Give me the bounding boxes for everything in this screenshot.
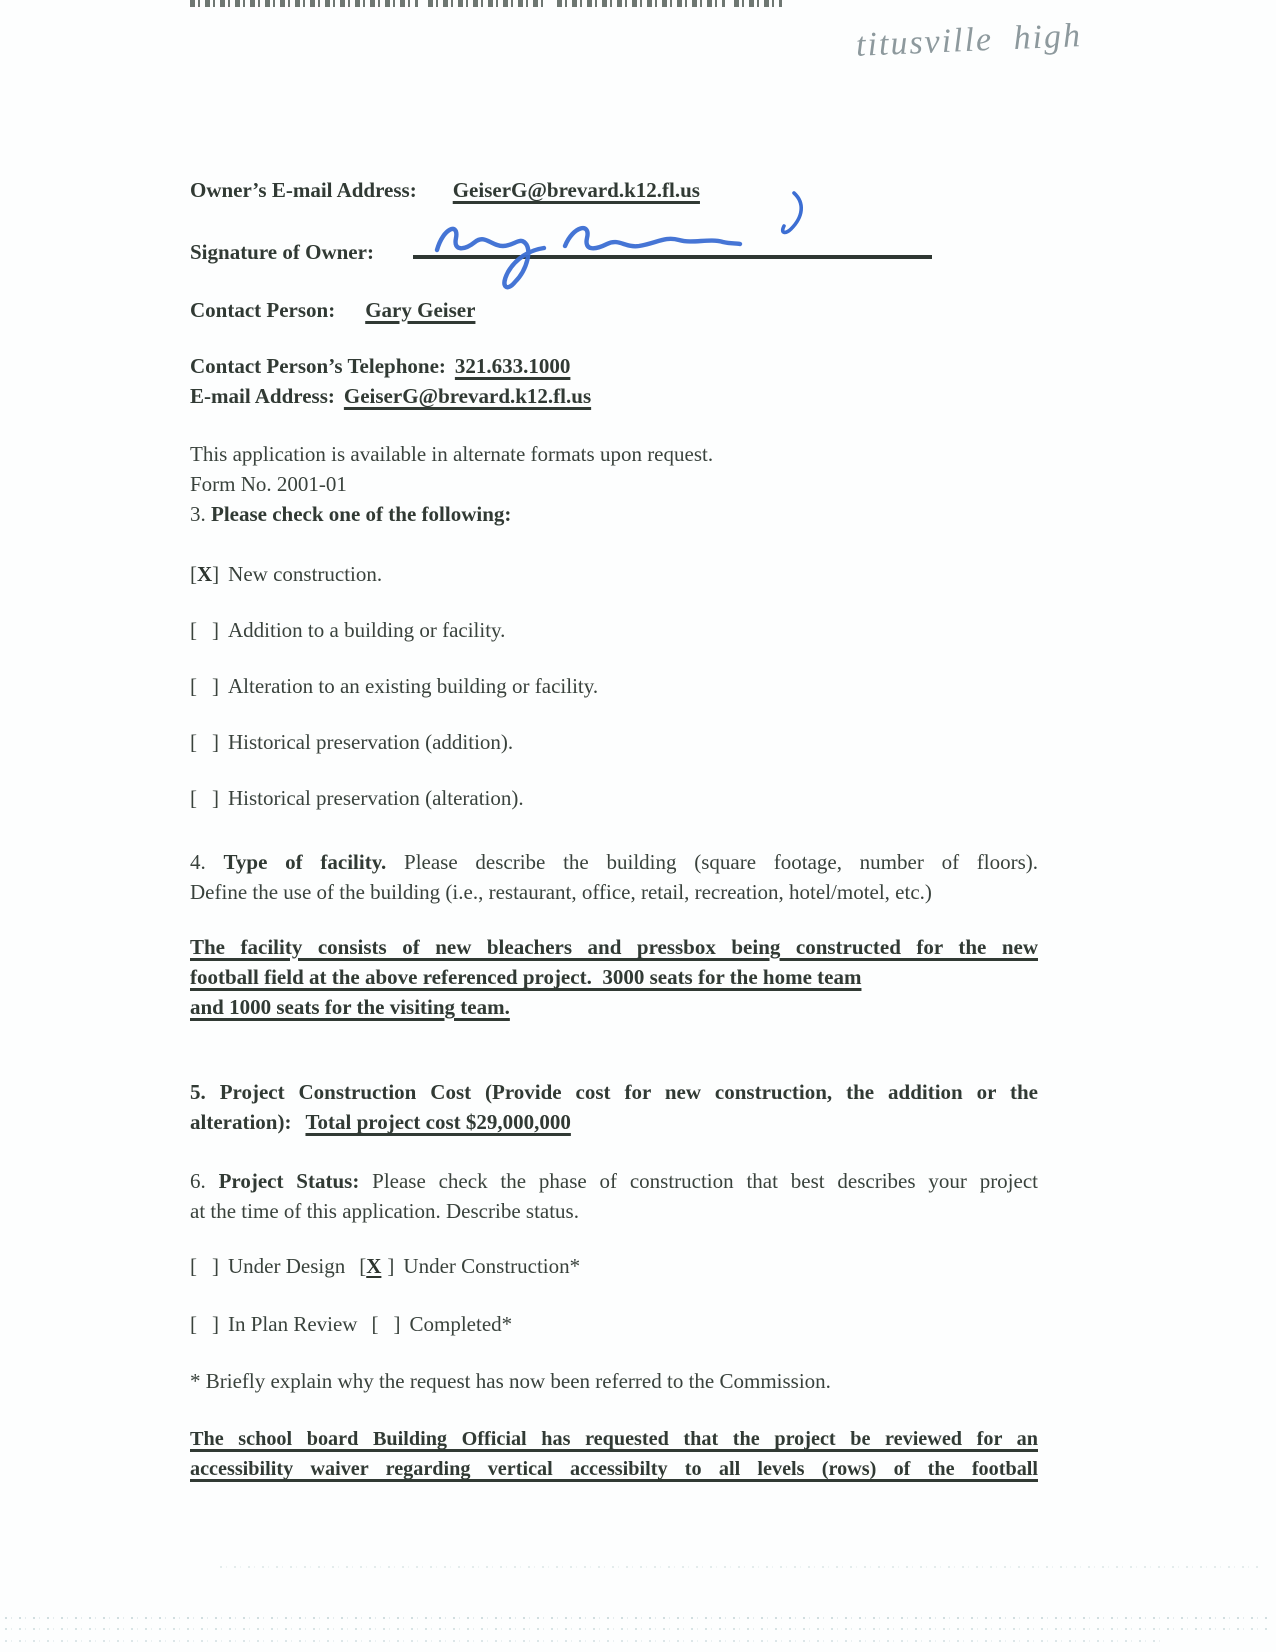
email-label: E-mail Address: bbox=[190, 384, 335, 408]
cutoff-text-strip bbox=[190, 0, 782, 18]
explanation-line2: accessibility waiver regarding vertical accessibilty to all levels (rows) of the football bbox=[190, 1458, 1038, 1480]
bracket-close: ] bbox=[387, 1254, 395, 1278]
checkbox-mark bbox=[197, 1310, 212, 1338]
checkbox-mark bbox=[197, 616, 212, 644]
bracket-close: ] bbox=[212, 730, 219, 754]
owner-signature bbox=[425, 208, 755, 303]
section3-number: 3. bbox=[190, 502, 206, 526]
bracket-close: ] bbox=[212, 1254, 219, 1278]
bracket-close: ] bbox=[393, 1312, 401, 1336]
section4-answer-line1: The facility consists of new bleachers and pressbox being constructed for the new bbox=[190, 935, 1038, 959]
section6-prompt-text: Please check the phase of construction that best describes your project bbox=[372, 1169, 1038, 1193]
telephone-label: Contact Person’s Telephone: bbox=[190, 354, 446, 378]
checkbox-option-alteration bbox=[190, 672, 598, 700]
section4-number: 4. bbox=[190, 850, 206, 874]
scanner-noise-row bbox=[5, 1617, 1271, 1619]
status-row-2 bbox=[190, 1310, 512, 1338]
email-value: GeiserG@brevard.k12.fl.us bbox=[343, 384, 592, 408]
owner-email-value: GeiserG@brevard.k12.fl.us bbox=[452, 178, 700, 202]
checkbox-mark: X bbox=[197, 562, 213, 586]
bracket-close: ] bbox=[212, 562, 220, 586]
section3-heading bbox=[190, 500, 511, 528]
bracket-open: [ bbox=[190, 674, 197, 698]
bracket-open: [ bbox=[190, 562, 197, 586]
status-footnote: * Briefly explain why the request has now been referred to the Commission. bbox=[190, 1369, 831, 1393]
section3-heading-text: Please check one of the following: bbox=[211, 502, 512, 526]
section6-prompt-line1 bbox=[190, 1167, 1038, 1195]
bracket-close: ] bbox=[212, 674, 219, 698]
bracket-close: ] bbox=[212, 1312, 219, 1336]
bracket-open: [ bbox=[190, 1312, 197, 1336]
email-row bbox=[190, 382, 591, 410]
option-label: Historical preservation (alteration). bbox=[228, 786, 524, 810]
status-label-in-plan-review: In Plan Review bbox=[228, 1312, 358, 1336]
section4-answer-line2: football field at the above referenced project. 3000 seats for the home team bbox=[190, 965, 862, 989]
contact-person-row bbox=[190, 296, 475, 324]
status-label-under-design: Under Design bbox=[228, 1254, 346, 1278]
bracket-open: [ bbox=[190, 1254, 197, 1278]
telephone-row bbox=[190, 352, 570, 380]
bracket-open: [ bbox=[371, 1312, 379, 1336]
status-row-1 bbox=[190, 1252, 580, 1280]
signature-row bbox=[190, 238, 374, 266]
status-label-completed: Completed* bbox=[409, 1312, 513, 1336]
section5-heading-tail: alteration): bbox=[190, 1110, 292, 1134]
section6-number: 6. bbox=[190, 1169, 206, 1193]
scanner-noise-row bbox=[5, 1628, 1271, 1630]
checkbox-option-new-construction bbox=[190, 560, 382, 588]
bracket-open: [ bbox=[190, 786, 197, 810]
bracket-close: ] bbox=[212, 786, 219, 810]
checkbox-mark bbox=[197, 672, 212, 700]
option-label: Historical preservation (addition). bbox=[228, 730, 514, 754]
telephone-value: 321.633.1000 bbox=[454, 354, 571, 378]
checkbox-option-historical-alteration bbox=[190, 784, 524, 812]
section4-prompt-line1 bbox=[190, 848, 1038, 876]
scanner-noise-row bbox=[220, 1566, 1260, 1568]
option-label: Addition to a building or facility. bbox=[228, 618, 506, 642]
form-number: Form No. 2001-01 bbox=[190, 472, 347, 496]
bracket-close: ] bbox=[212, 618, 219, 642]
section5-heading-line2 bbox=[190, 1108, 571, 1136]
checkbox-mark: X bbox=[366, 1254, 382, 1278]
checkbox-mark bbox=[197, 1252, 212, 1280]
checkbox-mark bbox=[197, 784, 212, 812]
checkbox-mark bbox=[378, 1310, 393, 1338]
status-label-under-construction: Under Construction* bbox=[403, 1254, 581, 1278]
project-cost-value: Total project cost $29,000,000 bbox=[305, 1110, 571, 1134]
section4-prompt-line2: Define the use of the building (i.e., restaurant, office, retail, recreation, hotel/motel, etc.) bbox=[190, 880, 932, 904]
handwritten-note: titusville high bbox=[855, 17, 1083, 64]
owner-email-row bbox=[190, 176, 700, 204]
scanner-noise-row bbox=[5, 1640, 1165, 1642]
section5-heading-line1 bbox=[190, 1078, 1038, 1106]
section4-prompt-text: Please describe the building (square footage, number of floors). bbox=[404, 850, 1039, 874]
owner-email-label: Owner’s E-mail Address: bbox=[190, 178, 417, 202]
checkbox-option-historical-addition bbox=[190, 728, 513, 756]
checkbox-mark bbox=[197, 728, 212, 756]
section6-prompt-line2: at the time of this application. Describe status. bbox=[190, 1199, 579, 1223]
section6-title: Project Status: bbox=[218, 1169, 360, 1193]
checkbox-option-addition bbox=[190, 616, 505, 644]
option-label: Alteration to an existing building or facility. bbox=[228, 674, 599, 698]
blue-pen-mark-icon bbox=[768, 190, 810, 238]
explanation-line1: The school board Building Official has requested that the project be reviewed for an bbox=[190, 1428, 1038, 1450]
bracket-open: [ bbox=[359, 1254, 367, 1278]
section5-heading-text: Project Construction Cost (Provide cost for new construction, the addition or the bbox=[219, 1080, 1039, 1104]
section4-title: Type of facility. bbox=[223, 850, 387, 874]
alternate-formats-note: This application is available in alternate formats upon request. bbox=[190, 442, 714, 466]
section4-answer-line3: and 1000 seats for the visiting team. bbox=[190, 995, 510, 1019]
section5-number: 5. bbox=[190, 1080, 206, 1104]
bracket-open: [ bbox=[190, 730, 197, 754]
option-label: New construction. bbox=[228, 562, 383, 586]
signature-label: Signature of Owner: bbox=[190, 240, 374, 264]
bracket-open: [ bbox=[190, 618, 197, 642]
contact-person-value: Gary Geiser bbox=[365, 298, 476, 322]
contact-person-label: Contact Person: bbox=[190, 298, 336, 322]
